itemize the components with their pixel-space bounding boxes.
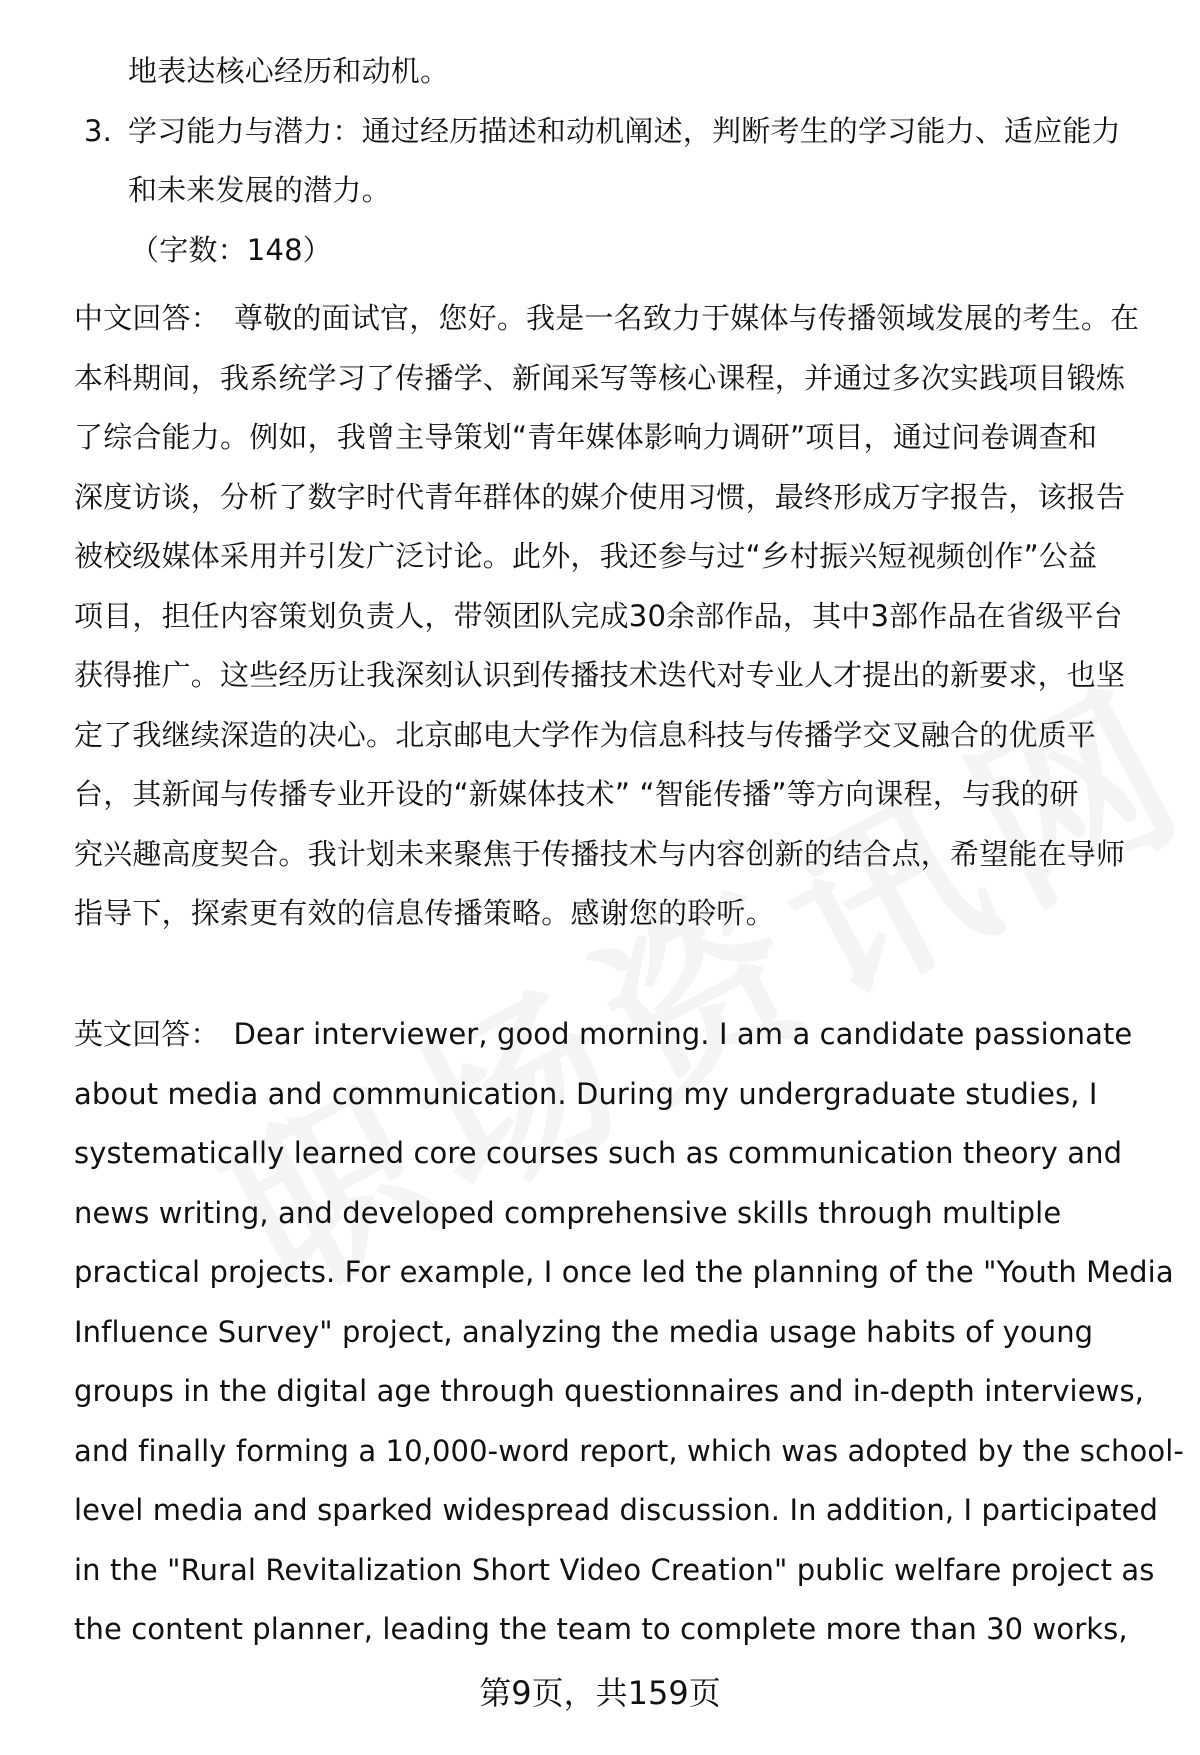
chinese-answer-line-3: 深度访谈，分析了数字时代青年群体的媒介使用习惯，最终形成万字报告，该报告 [74,479,1126,514]
list-item-3-continuation: 和未来发展的潜力。 [128,173,391,207]
list-item-3-text: 学习能力与潜力：通过经历描述和动机阐述，判断考生的学习能力、适应能力 [128,113,1121,148]
chinese-answer-line-6: 获得推广。这些经历让我深刻认识到传播技术迭代对专业人才提出的新要求，也坚 [74,658,1126,692]
word-count: （字数：148） [130,232,332,267]
english-answer [74,1005,1184,1660]
english-answer-line-4: practical projects. For example, I once led the planning of the "Youth Media [74,1255,1174,1289]
english-answer-line-9: in the "Rural Revitalization Short Video Creation" public welfare project as [74,1552,1155,1587]
chinese-answer-line-5: 项目，担任内容策划负责人，带领团队完成30余部作品，其中3部作品在省级平台 [74,598,1123,633]
evaluation-list [74,42,1154,280]
page-number: 第9页，共159页 [479,1674,721,1712]
list-item-2-continuation: 地表达核心经历和动机。 [128,54,450,88]
english-answer-line-1: about media and communication. During my undergraduate studies, I [74,1076,1098,1111]
chinese-answer-line-2: 了综合能力。例如，我曾主导策划“青年媒体影响力调研”项目，通过问卷调查和 [74,420,1098,454]
chinese-answer-line-0: 中文回答： 尊敬的面试官，您好。我是一名致力于媒体与传播领域发展的考生。在 [74,289,1154,349]
chinese-answer [74,289,1154,944]
english-answer-label: 英文回答： [74,1017,220,1051]
english-answer-line-10: the content planner, leading the team to complete more than 30 works, [74,1612,1128,1646]
english-answer-line-5: Influence Survey" project, analyzing the media usage habits of young [74,1314,1094,1349]
chinese-answer-label: 中文回答： [74,301,221,335]
chinese-answer-line-7: 定了我继续深造的决心。北京邮电大学作为信息科技与传播学交叉融合的优质平 [74,717,1097,752]
chinese-answer-line-8: 台，其新闻与传播专业开设的“新媒体技术” “智能传播”等方向课程，与我的研 [74,777,1079,811]
chinese-answer-line-9: 究兴趣高度契合。我计划未来聚焦于传播技术与内容创新的结合点，希望能在导师 [74,836,1126,871]
chinese-answer-line-1: 本科期间，我系统学习了传播学、新闻采写等核心课程，并通过多次实践项目锻炼 [74,360,1126,395]
english-answer-line-2: systematically learned core courses such as communication theory and [74,1136,1123,1170]
chinese-answer-line-4: 被校级媒体采用并引发广泛讨论。此外，我还参与过“乡村振兴短视频创作”公益 [74,539,1098,573]
list-item-3-number: 3. [84,113,113,148]
english-answer-line-3: news writing, and developed comprehensive skills through multiple [74,1195,1062,1230]
english-answer-line-0: 英文回答： Dear interviewer, good morning. I am a candidate passionate [74,1005,1154,1065]
english-answer-line-8: level media and sparked widespread discussion. In addition, I participated [74,1493,1159,1527]
english-answer-line-6: groups in the digital age through questionnaires and in-depth interviews, [74,1374,1145,1408]
list-item-3 [74,102,1154,162]
english-answer-line-7: and finally forming a 10,000-word report, which was adopted by the school- [74,1433,1184,1468]
chinese-answer-line-10: 指导下，探索更有效的信息传播策略。感谢您的聆听。 [74,896,775,930]
